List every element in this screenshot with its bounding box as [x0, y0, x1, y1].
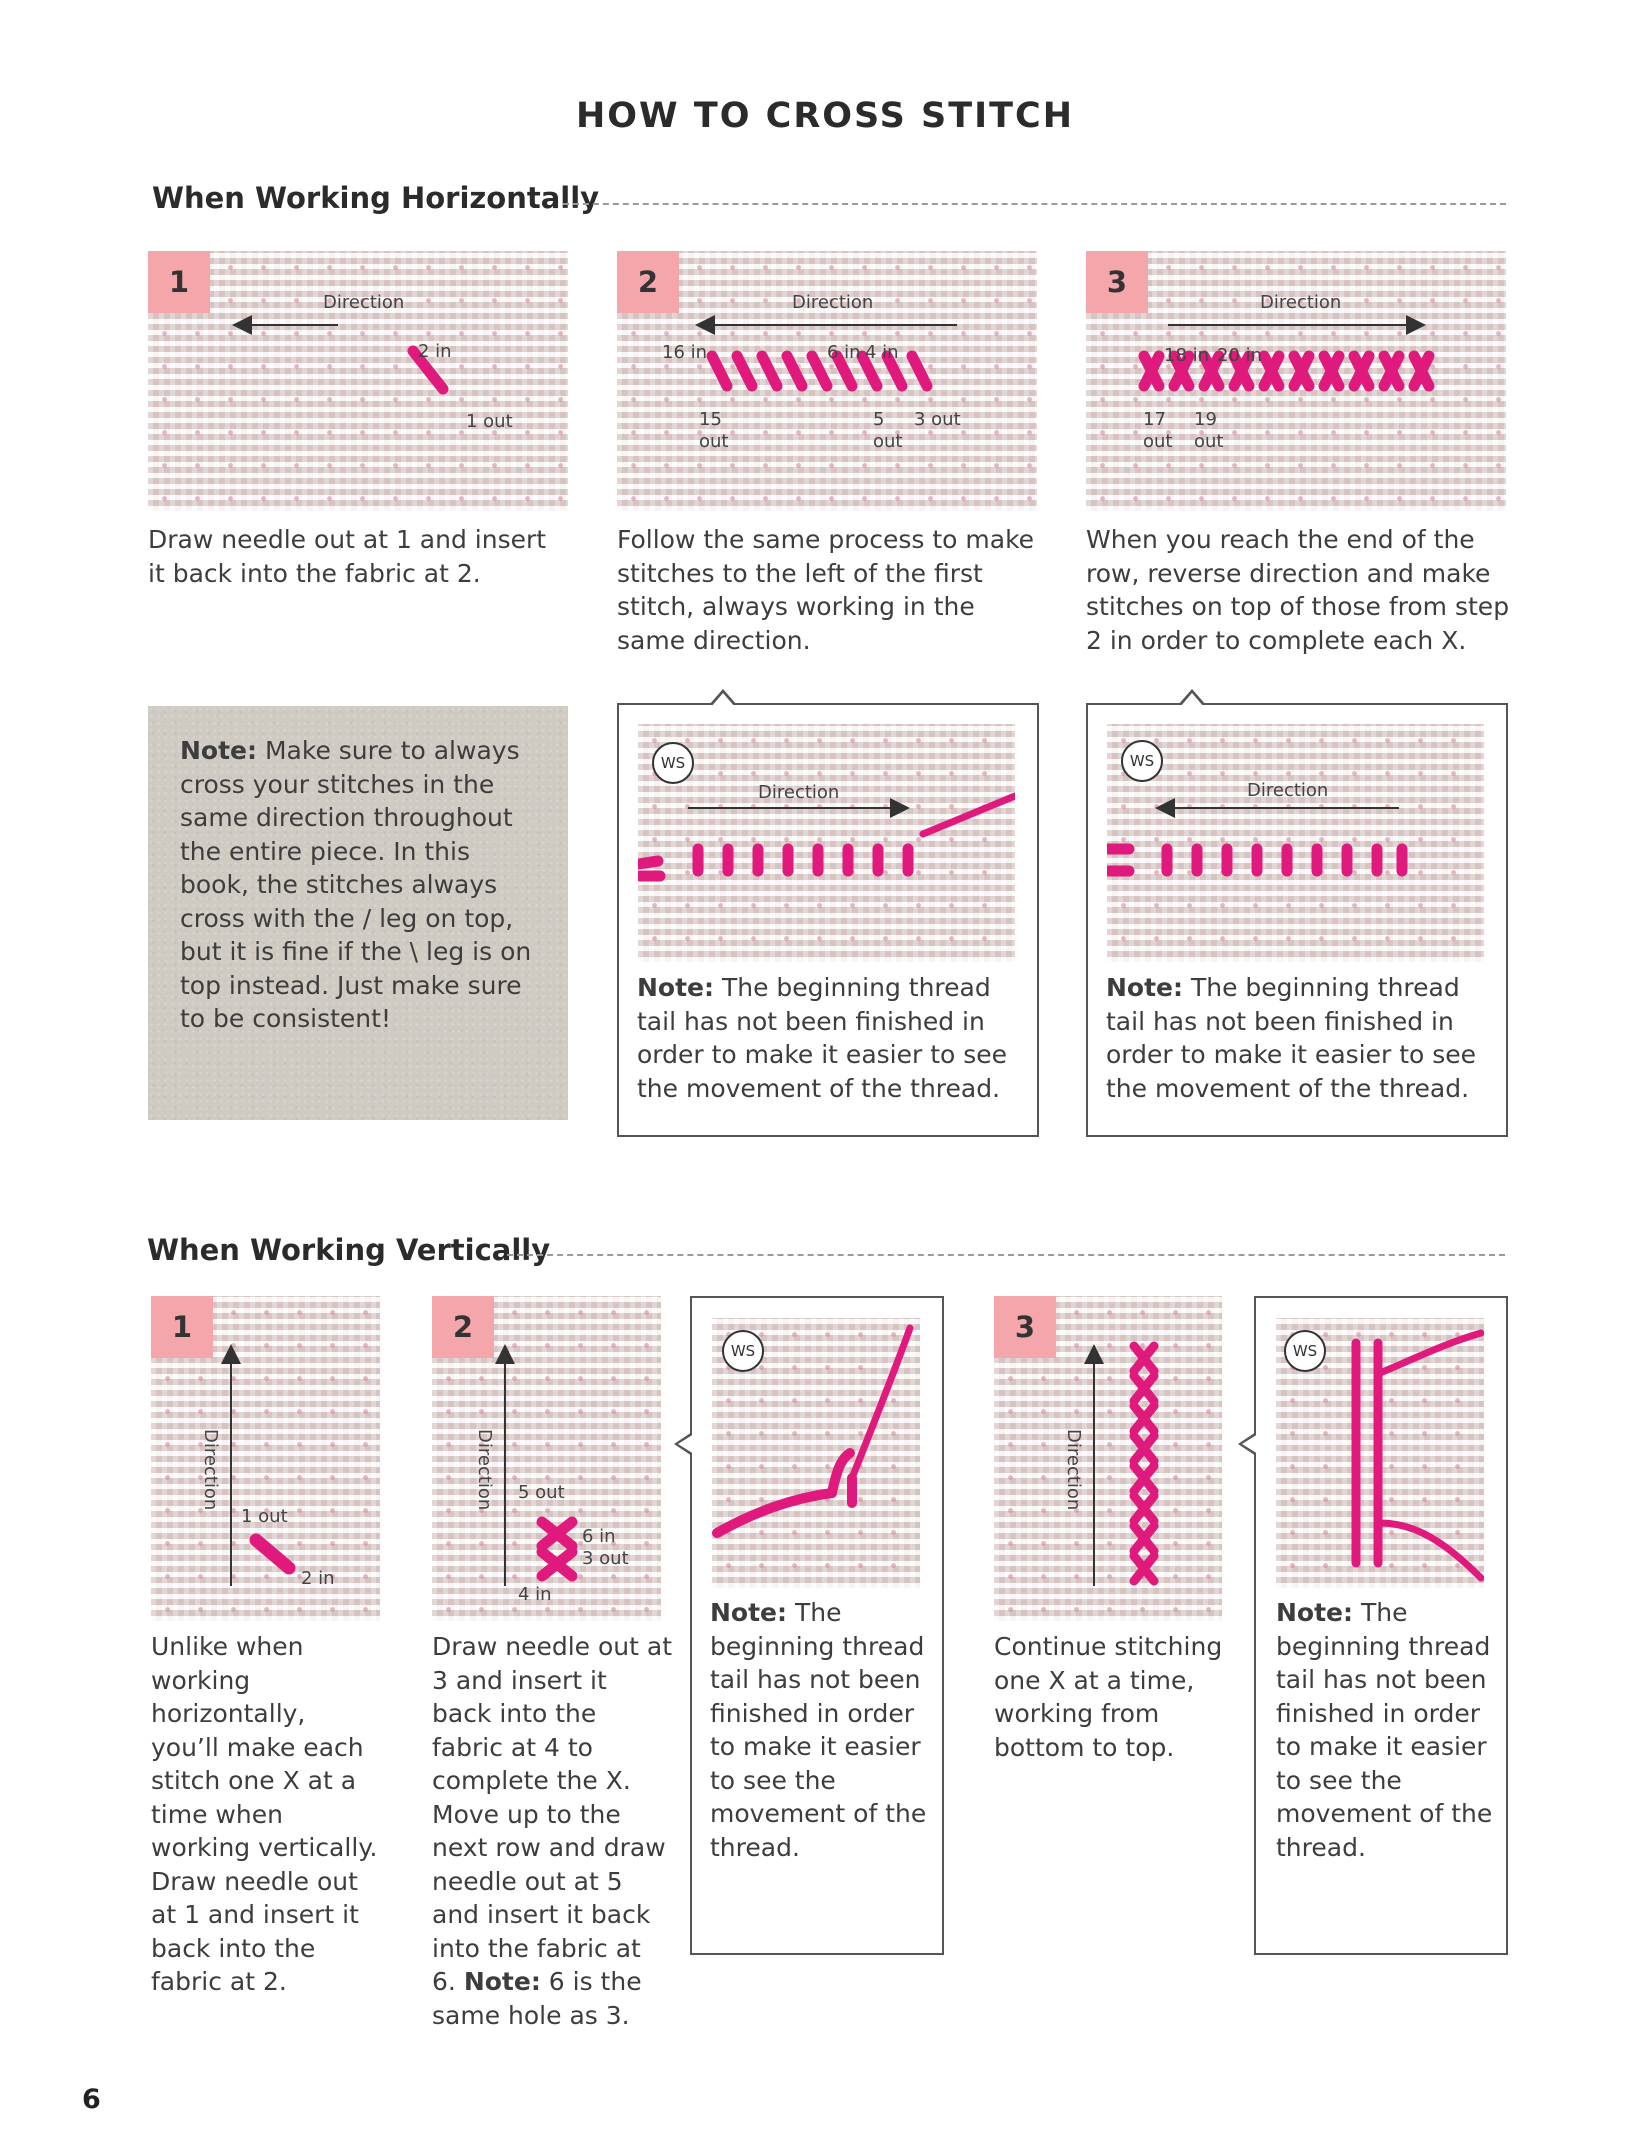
page-number: 6: [82, 2084, 101, 2115]
step-text-h2: Follow the same process to make stitches to the left of the first stitch, always working in the same direction.: [617, 525, 1035, 655]
ws-callout-box: [690, 1296, 944, 1955]
stitch-label: 1 out: [466, 411, 513, 432]
note-card-text: [180, 734, 540, 1036]
step-photo-h1: [148, 251, 568, 511]
note-body: 6 is the same hole as 3.: [432, 1967, 642, 2030]
stitch-label: out: [873, 431, 903, 452]
step-photo-v3: [994, 1296, 1222, 1621]
note-lead: Note:: [1276, 1598, 1354, 1627]
ws-note-text: [710, 1596, 930, 1864]
step-text-v2: [432, 1630, 672, 2032]
stitch-label: 4 in: [865, 342, 899, 363]
ws-photo: [638, 724, 1015, 962]
stitch-illustration: [1086, 251, 1506, 511]
stitch-label: 15: [699, 409, 722, 430]
direction-label: Direction: [474, 1429, 495, 1511]
direction-label: Direction: [1247, 780, 1329, 801]
stitch-label: 4 in: [518, 1584, 552, 1605]
direction-label: Direction: [758, 782, 840, 803]
ws-note-text: [1276, 1596, 1496, 1864]
stitch-label: 18 in: [1164, 345, 1210, 366]
ws-callout-box: [1086, 703, 1508, 1137]
stitch-row: [1107, 849, 1402, 871]
step-badge: 3: [1086, 251, 1148, 313]
ws-photo: [1107, 724, 1484, 962]
note-lead: Note:: [637, 973, 715, 1002]
stitch-column: [1134, 1346, 1154, 1581]
note-body: The beginning thread tail has not been finished in order to make it easier to see the movement of the thread.: [1106, 973, 1477, 1103]
note-body: Make sure to always cross your stitches in the same direction throughout the entire piece. In this book, the stitches always cross with the / leg on top, but it is fine if the \ leg is on top instead. Just make sure to be consistent!: [180, 736, 532, 1033]
stitch-leg: [256, 1540, 289, 1568]
note-lead: Note:: [710, 1598, 788, 1627]
stitch-label: 1 out: [241, 1506, 288, 1527]
direction-label: Direction: [1063, 1429, 1084, 1511]
ws-callout-box: [617, 703, 1039, 1137]
step-photo-v2: [432, 1296, 661, 1621]
direction-label: Direction: [792, 292, 874, 313]
note-lead: Note:: [463, 1967, 541, 1996]
stitch-label: 2 in: [301, 1568, 335, 1589]
step-body: Draw needle out at 3 and insert it back into the fabric at 4 to complete the X. Move up to the next row and draw needle out at 5 and insert it back into the fabric at 6.: [432, 1632, 673, 1996]
stitch-illustration: [1107, 724, 1484, 962]
step-badge: 2: [432, 1296, 494, 1358]
section-heading-horizontal: When Working Horizontally: [152, 181, 600, 215]
stitch-label: out: [1194, 431, 1224, 452]
step-text-v1: Unlike when working horizontally, you’ll make each stitch one X at a time when working vertically. Draw needle out at 1 and insert it back into the fabric at 2.: [151, 1632, 378, 1996]
note-body: The beginning thread tail has not been finished in order to make it easier to see the movement of the thread.: [1276, 1598, 1493, 1862]
ws-callout-box: [1254, 1296, 1508, 1955]
stitch-label: 20 in: [1217, 345, 1263, 366]
note-body: The beginning thread tail has not been finished in order to make it easier to see the movement of the thread.: [710, 1598, 927, 1862]
step-text-h1: Draw needle out at 1 and insert it back into the fabric at 2.: [148, 525, 547, 588]
page-title: HOW TO CROSS STITCH: [575, 96, 1075, 136]
stitch-label: 5 out: [518, 1482, 565, 1503]
ws-photo: [712, 1318, 920, 1588]
note-lead: Note:: [1106, 973, 1184, 1002]
ws-icon: WS: [1121, 740, 1163, 782]
stitch-label: 3 out: [914, 409, 961, 430]
step-badge: 1: [151, 1296, 213, 1358]
stitch-label: 5: [873, 409, 885, 430]
step-badge: 3: [994, 1296, 1056, 1358]
stitch-label: 6 in: [827, 342, 861, 363]
step-text-v3: Continue stitching one X at a time, working from bottom to top.: [994, 1632, 1223, 1762]
stitch-illustration: [148, 251, 568, 511]
section-heading-vertical: When Working Vertically: [147, 1233, 551, 1267]
step-photo-h2: [617, 251, 1037, 511]
direction-label: Direction: [200, 1429, 221, 1511]
step-photo-v1: [151, 1296, 380, 1621]
note-lead: Note:: [180, 736, 258, 765]
stitch-label: out: [1143, 431, 1173, 452]
stitch-illustration: [638, 724, 1015, 962]
step-photo-h3: [1086, 251, 1506, 511]
thread-path: [1356, 1333, 1481, 1578]
ws-icon: WS: [722, 1330, 764, 1372]
step-badge: 2: [617, 251, 679, 313]
direction-label: Direction: [323, 292, 405, 313]
ws-note-text: [1106, 971, 1491, 1105]
section-divider: [563, 203, 1506, 205]
ws-note-text: [637, 971, 1022, 1105]
stitch-label: 3 out: [582, 1548, 629, 1569]
ws-icon: WS: [652, 742, 694, 784]
stitch-label: out: [699, 431, 729, 452]
stitch-x: [542, 1522, 572, 1576]
stitch-illustration: [617, 251, 1037, 511]
note-card: [148, 706, 568, 1120]
ws-photo: [1276, 1318, 1484, 1588]
stitch-label: 19: [1194, 409, 1217, 430]
note-body: The beginning thread tail has not been finished in order to make it easier to see the movement of the thread.: [637, 973, 1008, 1103]
ws-icon: WS: [1284, 1330, 1326, 1372]
stitch-label: 17: [1143, 409, 1166, 430]
direction-label: Direction: [1260, 292, 1342, 313]
section-divider: [507, 1254, 1505, 1256]
stitch-label: 16 in: [662, 342, 708, 363]
stitch-label: 2 in: [418, 341, 452, 362]
step-badge: 1: [148, 251, 210, 313]
step-text-h3: When you reach the end of the row, reverse direction and make stitches on top of those from step 2 in order to complete each X.: [1086, 525, 1510, 655]
stitch-label: 6 in: [582, 1526, 616, 1547]
